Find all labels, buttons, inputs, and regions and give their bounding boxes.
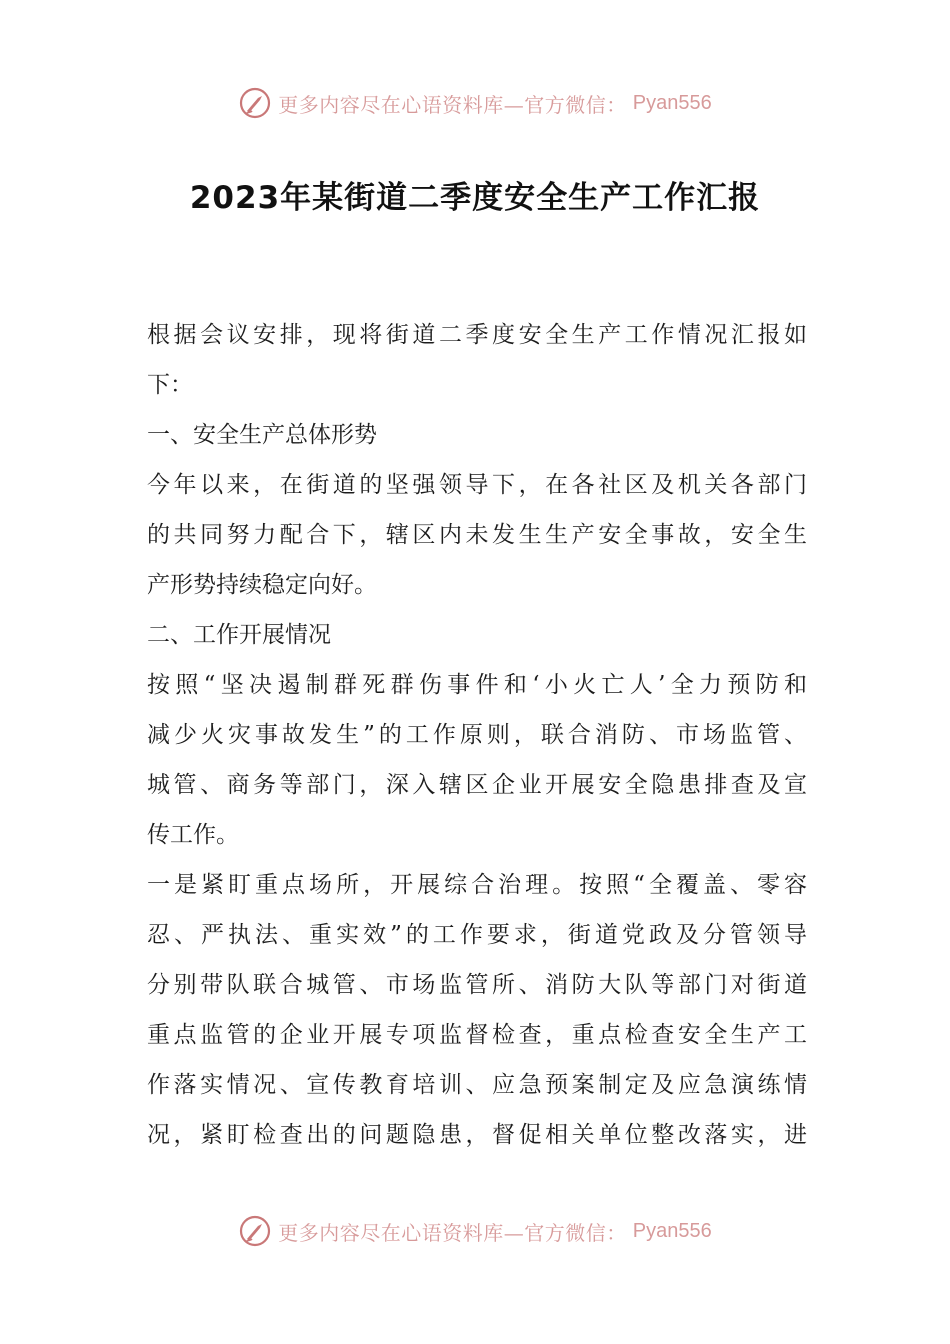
footer-watermark-banner	[0, 1211, 950, 1251]
body-line: 传工作。	[147, 822, 239, 848]
body-line: 分别带队联合城管、市场监管所、消防大队等部门对街道	[147, 972, 807, 998]
pen-nib-logo-icon	[238, 1214, 272, 1248]
body-line: 二、工作开展情况	[147, 622, 331, 648]
banner-text: 更多内容尽在心语资料库—官方微信：	[278, 1220, 627, 1245]
document-body	[147, 310, 807, 1160]
pen-nib-logo-icon	[238, 86, 272, 120]
body-line: 作落实情况、宣传教育培训、应急预案制定及应急演练情	[147, 1072, 807, 1098]
banner-wechat-id: Pyan556	[632, 1219, 712, 1242]
body-line: 重点监管的企业开展专项监督检查，重点检查安全生产工	[147, 1022, 807, 1048]
body-line: 按照“坚决遏制群死群伤事件和‘小火亡人’全力预防和	[147, 672, 807, 698]
body-line: 忍、严执法、重实效”的工作要求，街道党政及分管领导	[147, 922, 807, 948]
body-line: 今年以来，在街道的坚强领导下，在各社区及机关各部门	[147, 472, 807, 498]
banner-text: 更多内容尽在心语资料库—官方微信：	[278, 92, 627, 117]
body-line: 一、安全生产总体形势	[147, 422, 377, 448]
body-line: 况，紧盯检查出的问题隐患，督促相关单位整改落实，进	[147, 1122, 807, 1148]
body-line: 的共同努力配合下，辖区内未发生生产安全事故，安全生	[147, 522, 807, 548]
body-line: 减少火灾事故发生”的工作原则，联合消防、市场监管、	[147, 722, 807, 748]
body-line: 产形势持续稳定向好。	[147, 572, 377, 598]
body-line: 一是紧盯重点场所，开展综合治理。按照“全覆盖、零容	[147, 872, 807, 898]
body-line: 根据会议安排，现将街道二季度安全生产工作情况汇报如	[147, 322, 807, 348]
header-watermark-banner	[0, 83, 950, 123]
body-line: 下：	[147, 372, 193, 398]
banner-wechat-id: Pyan556	[632, 91, 712, 114]
document-title: 2023年某街道二季度安全生产工作汇报	[189, 180, 761, 216]
body-line: 城管、商务等部门，深入辖区企业开展安全隐患排查及宣	[147, 772, 807, 798]
